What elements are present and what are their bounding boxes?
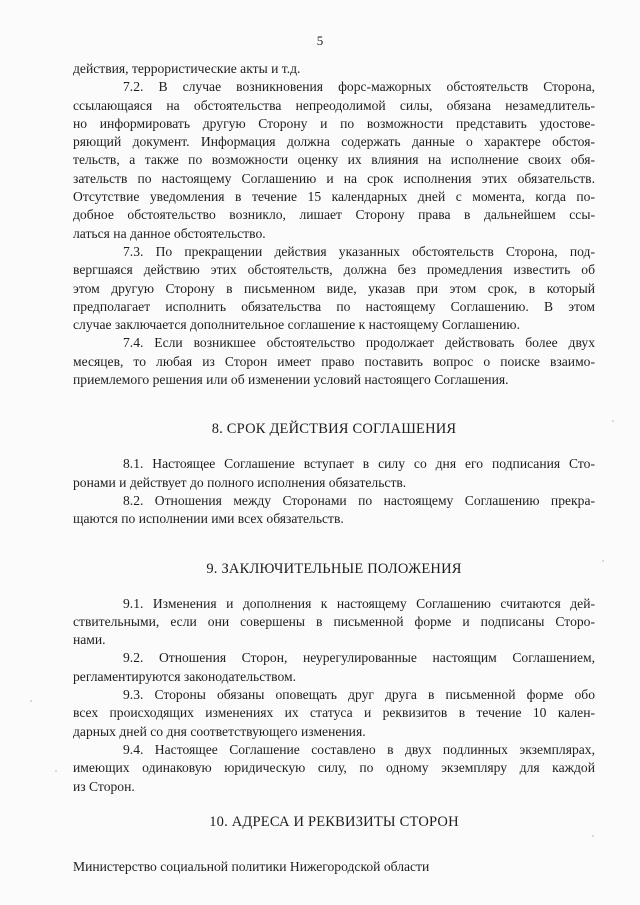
text-line: этом другую Сторону в письменном виде, указав при этом срок, в который bbox=[73, 280, 595, 296]
scan-speck bbox=[602, 560, 604, 562]
paragraph-9-3 bbox=[73, 686, 595, 741]
text-line: зательств по настоящему Соглашению и на срок исполнения этих обязательств. bbox=[73, 170, 595, 186]
paragraph-7-2 bbox=[73, 78, 595, 243]
text-line: 8.2. Отношения между Сторонами по настоящему Соглашению прекра- bbox=[123, 492, 595, 508]
text-line: вергшаяся действию этих обстоятельств, должна без промедления известить об bbox=[73, 262, 595, 278]
text-line: имеющих одинаковую юридическую силу, по одному экземпляру для каждой bbox=[73, 760, 595, 776]
text-line: всех происходящих изменениях их статуса и реквизитов в течение 10 кален- bbox=[73, 705, 595, 721]
text-line: приемлемого решения или об изменении условий настоящего Соглашения. bbox=[73, 372, 509, 388]
section-10-heading: 10. АДРЕСА И РЕКВИЗИТЫ СТОРОН bbox=[209, 813, 459, 830]
paragraph-9-1 bbox=[73, 595, 595, 650]
text-line: Отсутствие уведомления в течение 15 календарных дней с момента, когда по- bbox=[73, 189, 595, 205]
text-line: дарных дней со дня соответствующего изменения. bbox=[73, 723, 366, 739]
text-line: 7.3. По прекращении действия указанных обстоятельств Сторона, под- bbox=[123, 243, 595, 259]
scan-speck bbox=[55, 770, 57, 772]
paragraph-9-4 bbox=[73, 741, 595, 796]
text-line: 9.3. Стороны обязаны оповещать друг друга в письменной форме обо bbox=[123, 687, 595, 703]
text-line: добное обстоятельство возникло, лишает Сторону права в дальнейшем ссы- bbox=[73, 207, 595, 223]
text-line: ряющий документ. Информация должна содержать данные о характере обстоя- bbox=[73, 134, 595, 150]
text-line: нами. bbox=[73, 632, 106, 648]
text-line: 7.2. В случае возникновения форс-мажорных обстоятельств Сторона, bbox=[123, 79, 595, 95]
paragraph-7-3 bbox=[73, 243, 595, 334]
text-line: но информировать другую Сторону и по возможности представить удостове- bbox=[73, 115, 595, 131]
text-line: 9.4. Настоящее Соглашение составлено в двух подлинных экземплярах, bbox=[123, 741, 595, 757]
text-line: ронами и действует до полного исполнения обязательств. bbox=[73, 474, 407, 490]
section-8-heading: 8. СРОК ДЕЙСТВИЯ СОГЛАШЕНИЯ bbox=[211, 421, 457, 438]
text-line: из Сторон. bbox=[73, 778, 135, 794]
scan-speck bbox=[592, 835, 594, 837]
page-number: 5 bbox=[316, 33, 324, 48]
text-line: ствительными, если они совершены в письменной форме и подписаны Сторо- bbox=[73, 613, 595, 629]
document-body bbox=[73, 60, 595, 876]
text-line: ссылающаяся на обстоятельства непреодолимой силы, обязана незамедлитель- bbox=[73, 97, 595, 113]
party-name: Министерство социальной политики Нижегородской области bbox=[73, 858, 430, 874]
text-line: латься на данное обстоятельство. bbox=[73, 225, 266, 241]
paragraph-9-2 bbox=[73, 649, 595, 686]
text-line: 8.1. Настоящее Соглашение вступает в силу со дня его подписания Сто- bbox=[123, 456, 595, 472]
text-line: 9.1. Изменения и дополнения к настоящему Соглашению считаются дей- bbox=[123, 595, 595, 611]
paragraph-7-4 bbox=[73, 334, 595, 389]
intro-line: действия, террористические акты и т.д. bbox=[73, 61, 301, 76]
scan-speck bbox=[30, 700, 32, 702]
text-line: 7.4. Если возникшее обстоятельство продолжает действовать более двух bbox=[123, 335, 595, 351]
paragraph-8-1 bbox=[73, 455, 595, 492]
text-line: регламентируются законодательством. bbox=[73, 668, 297, 684]
scan-speck bbox=[612, 420, 614, 422]
section-9-heading: 9. ЗАКЛЮЧИТЕЛЬНЫЕ ПОЛОЖЕНИЯ bbox=[206, 560, 462, 577]
text-line: щаются по исполнении ими всех обязательств. bbox=[73, 511, 344, 527]
text-line: тельств, а также по возможности оценку их влияния на исполнение своих обя- bbox=[73, 152, 595, 168]
text-line: 9.2. Отношения Сторон, неурегулированные настоящим Соглашением, bbox=[123, 650, 595, 666]
text-line: месяцев, то любая из Сторон имеет право поставить вопрос о поиске взаимо- bbox=[73, 353, 595, 369]
text-line: предполагает исполнить обязательства по настоящему Соглашению. В этом bbox=[73, 298, 595, 314]
paragraph-8-2 bbox=[73, 492, 595, 529]
text-line: случае заключается дополнительное соглашение к настоящему Соглашению. bbox=[73, 317, 520, 333]
